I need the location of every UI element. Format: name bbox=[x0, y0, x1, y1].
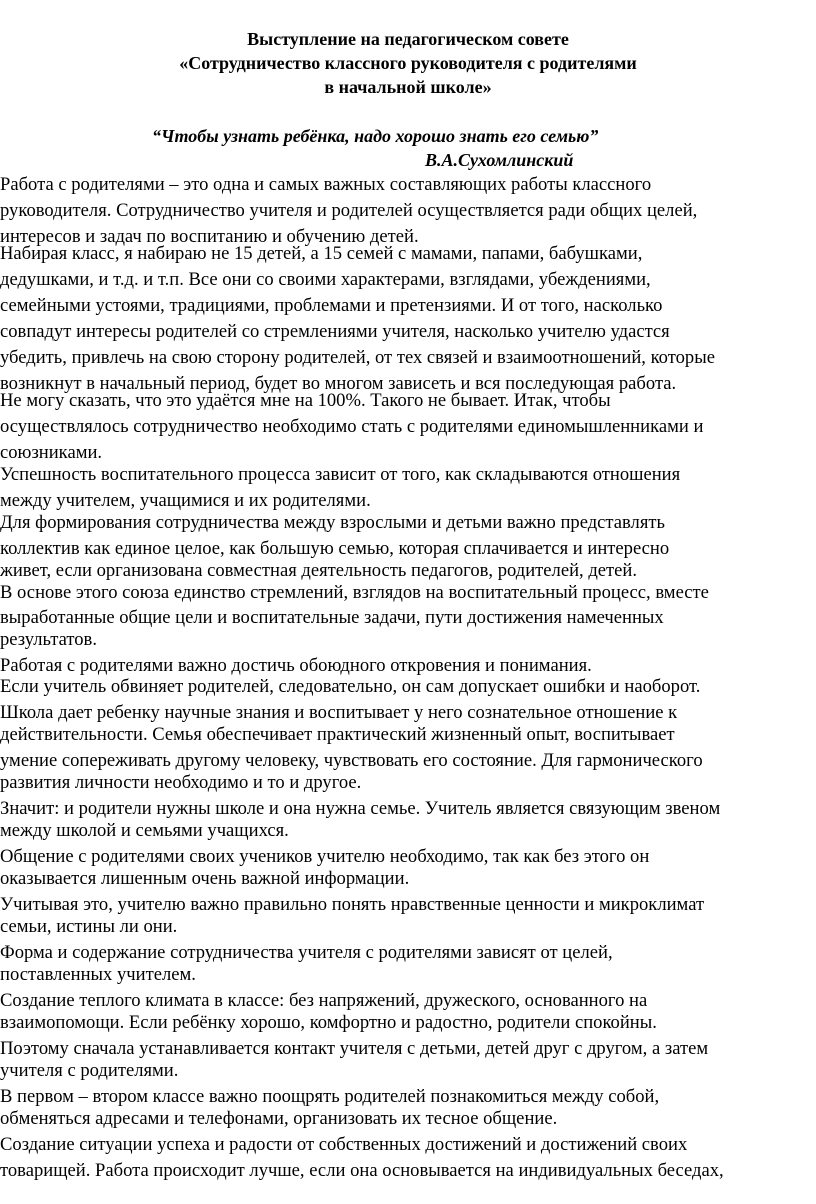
body-line: осуществлялось сотрудничество необходимо стать с родителями единомышленниками и bbox=[0, 416, 704, 437]
body-line: учителя с родителями. bbox=[0, 1060, 179, 1081]
body-line: взаимопомощи. Если ребёнку хорошо, комфортно и радостно, родители спокойны. bbox=[0, 1012, 657, 1033]
body-line: товарищей. Работа происходит лучше, если она основывается на индивидуальных беседах, bbox=[0, 1160, 724, 1181]
body-line: Работа с родителями – это одна и самых важных составляющих работы классного bbox=[0, 174, 652, 195]
body-line: выработанные общие цели и воспитательные задачи, пути достижения намеченных bbox=[0, 607, 664, 628]
body-line: возникнут в начальный период, будет во многом зависеть и вся последующая работа. bbox=[0, 373, 677, 394]
body-line: Учитывая это, учителю важно правильно понять нравственные ценности и микроклимат bbox=[0, 894, 705, 915]
body-line: совпадут интересы родителей со стремлениями учителя, насколько учителю удастся bbox=[0, 321, 670, 342]
body-line: Значит: и родители нужны школе и она нужна семье. Учитель является связующим звеном bbox=[0, 798, 721, 819]
body-line: поставленных учителем. bbox=[0, 964, 196, 985]
body-line: дедушками, и т.д. и т.п. Все они со своими характерами, взглядами, убеждениями, bbox=[0, 269, 651, 290]
body-line: убедить, привлечь на свою сторону родителей, от тех связей и взаимоотношений, которые bbox=[0, 347, 715, 368]
body-line: Не могу сказать, что это удаётся мне на 100%. Такого не бывает. Итак, чтобы bbox=[0, 390, 611, 411]
body-line: Для формирования сотрудничества между взрослыми и детьми важно представлять bbox=[0, 512, 665, 533]
body-line: В первом – втором классе важно поощрять родителей познакомиться между собой, bbox=[0, 1086, 660, 1107]
body-line: интересов и задач по воспитанию и обучению детей. bbox=[0, 226, 419, 247]
body-line: семьи, истины ли они. bbox=[0, 916, 178, 937]
body-line: Поэтому сначала устанавливается контакт учителя с детьми, детей друг с другом, а затем bbox=[0, 1038, 709, 1059]
body-line: Форма и содержание сотрудничества учителя с родителями зависят от целей, bbox=[0, 942, 613, 963]
body-line: семейными устоями, традициями, проблемами и претензиями. И от того, насколько bbox=[0, 295, 663, 316]
body-line: Работая с родителями важно достичь обоюдного откровения и понимания. bbox=[0, 655, 592, 676]
body-line: союзниками. bbox=[0, 442, 103, 463]
body-line: Общение с родителями своих учеников учителю необходимо, так как без этого он bbox=[0, 846, 650, 867]
body-line: Набирая класс, я набираю не 15 детей, а 15 семей с мамами, папами, бабушками, bbox=[0, 243, 643, 264]
body-line: действительности. Семья обеспечивает практический жизненный опыт, воспитывает bbox=[0, 724, 675, 745]
body-line: умение сопереживать другому человеку, чувствовать его состояние. Для гармонического bbox=[0, 750, 703, 771]
body-line: живет, если организована совместная деятельность педагогов, родителей, детей. bbox=[0, 560, 638, 581]
body-line: Школа дает ребенку научные знания и воспитывает у него сознательное отношение к bbox=[0, 702, 678, 723]
body-line: результатов. bbox=[0, 629, 97, 650]
body-line: между учителем, учащимися и их родителями. bbox=[0, 490, 371, 511]
body-line: между школой и семьями учащихся. bbox=[0, 820, 289, 841]
body-line: руководителя. Сотрудничество учителя и родителей осуществляется ради общих целей, bbox=[0, 200, 698, 221]
title-line-2: «Сотрудничество классного руководителя с родителями bbox=[179, 53, 637, 73]
body-line: обменяться адресами и телефонами, организовать их тесное общение. bbox=[0, 1108, 558, 1129]
body-line: развития личности необходимо и то и другое. bbox=[0, 772, 362, 793]
body-line: Создание ситуации успеха и радости от собственных достижений и достижений своих bbox=[0, 1134, 688, 1155]
epigraph-author: В.А.Сухомлинский bbox=[425, 150, 574, 170]
title-line-1: Выступление на педагогическом совете bbox=[247, 29, 569, 49]
title-line-3: в начальной школе» bbox=[324, 77, 492, 97]
body-line: коллектив как единое целое, как большую семью, которая сплачивается и интересно bbox=[0, 538, 670, 559]
epigraph-quote: “Чтобы узнать ребёнка, надо хорошо знать его семью” bbox=[152, 126, 599, 146]
body-line: Успешность воспитательного процесса зависит от того, как складываются отношения bbox=[0, 464, 681, 485]
body-line: оказывается лишенным очень важной информации. bbox=[0, 868, 410, 889]
body-line: Если учитель обвиняет родителей, следовательно, он сам допускает ошибки и наоборот. bbox=[0, 676, 701, 697]
body-line: В основе этого союза единство стремлений, взглядов на воспитательный процесс, вместе bbox=[0, 582, 709, 603]
body-line: Создание теплого климата в классе: без напряжений, дружеского, основанного на bbox=[0, 990, 648, 1011]
